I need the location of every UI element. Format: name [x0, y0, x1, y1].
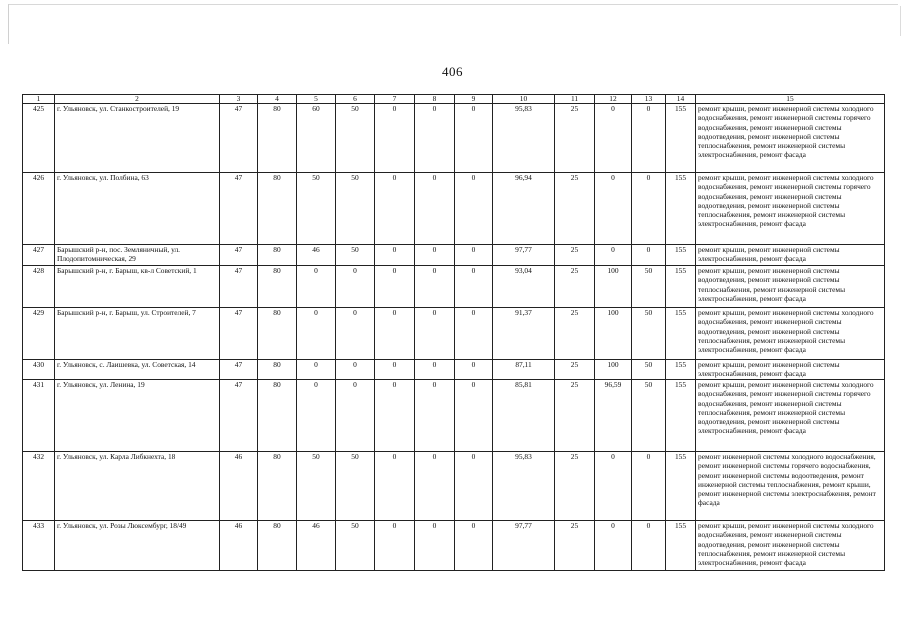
table-row: [23, 452, 885, 521]
col8-cell: 0: [415, 380, 455, 452]
col6-cell: 0: [336, 308, 375, 360]
row-number: 433: [23, 521, 55, 571]
col13-cell: 0: [632, 521, 666, 571]
col3-cell: 47: [220, 308, 258, 360]
col9-cell: 0: [455, 360, 493, 380]
row-number: 429: [23, 308, 55, 360]
column-number-10: 10: [493, 95, 555, 104]
col4-cell: 80: [258, 173, 297, 245]
table-row: [23, 380, 885, 452]
column-number-1: 1: [23, 95, 55, 104]
row-number: 431: [23, 380, 55, 452]
col3-cell: 47: [220, 104, 258, 173]
col9-cell: 0: [455, 245, 493, 266]
works-cell: ремонт крыши, ремонт инженерной системы водоотведения, ремонт инженерной системы теплоснабжения, ремонт инженерной системы электроснабжения, ремонт фасада: [696, 266, 885, 308]
table-row: [23, 173, 885, 245]
address-cell: г. Ульяновск, ул. Карла Либкнехта, 18: [55, 452, 220, 521]
col10-cell: 93,04: [493, 266, 555, 308]
scan-border-top: [8, 4, 898, 5]
col8-cell: 0: [415, 245, 455, 266]
col5-cell: 0: [297, 380, 336, 452]
col14-cell: 155: [666, 245, 696, 266]
col5-cell: 0: [297, 308, 336, 360]
col7-cell: 0: [375, 245, 415, 266]
col5-cell: 50: [297, 452, 336, 521]
col10-cell: 97,77: [493, 521, 555, 571]
col5-cell: 0: [297, 266, 336, 308]
col12-cell: 100: [595, 266, 632, 308]
col6-cell: 50: [336, 245, 375, 266]
address-cell: г. Ульяновск, ул. Станкостроителей, 19: [55, 104, 220, 173]
works-cell: ремонт крыши, ремонт инженерной системы холодного водоснабжения, ремонт инженерной системы горячего водоснабжения, ремонт инженерной системы водоотведения, ремонт инженерной системы теплоснабжения, ремонт инженерной системы электроснабжения, ремонт фасада: [696, 104, 885, 173]
row-number: 425: [23, 104, 55, 173]
works-cell: ремонт крыши, ремонт инженерной системы холодного водоснабжения, ремонт инженерной системы горячего водоснабжения, ремонт инженерной системы водоотведения, ремонт инженерной системы теплоснабжения, ремонт инженерной системы электроснабжения, ремонт фасада: [696, 173, 885, 245]
col14-cell: 155: [666, 521, 696, 571]
col7-cell: 0: [375, 173, 415, 245]
table-body: [23, 104, 885, 571]
table-row: [23, 266, 885, 308]
col4-cell: 80: [258, 452, 297, 521]
col7-cell: 0: [375, 360, 415, 380]
works-cell: ремонт инженерной системы холодного водоснабжения, ремонт инженерной системы горячего водоснабжения, ремонт инженерной системы водоотведения, ремонт инженерной системы теплоснабжения, ремонт крыши, ремонт инженерной системы электроснабжения, ремонт фасада: [696, 452, 885, 521]
col9-cell: 0: [455, 266, 493, 308]
table-row: [23, 245, 885, 266]
table-row: [23, 308, 885, 360]
col11-cell: 25: [555, 308, 595, 360]
col6-cell: 0: [336, 266, 375, 308]
col8-cell: 0: [415, 452, 455, 521]
col10-cell: 91,37: [493, 308, 555, 360]
works-cell: ремонт крыши, ремонт инженерной системы электроснабжения, ремонт фасада: [696, 245, 885, 266]
col6-cell: 50: [336, 521, 375, 571]
col11-cell: 25: [555, 521, 595, 571]
scan-border-left: [8, 4, 9, 44]
col9-cell: 0: [455, 521, 493, 571]
col3-cell: 46: [220, 521, 258, 571]
column-number-6: 6: [336, 95, 375, 104]
col14-cell: 155: [666, 173, 696, 245]
col4-cell: 80: [258, 360, 297, 380]
col7-cell: 0: [375, 521, 415, 571]
col5-cell: 46: [297, 521, 336, 571]
col14-cell: 155: [666, 380, 696, 452]
col3-cell: 47: [220, 245, 258, 266]
col11-cell: 25: [555, 104, 595, 173]
scan-border-right: [900, 6, 901, 36]
col9-cell: 0: [455, 308, 493, 360]
address-cell: г. Ульяновск, с. Лаишевка, ул. Советская, 14: [55, 360, 220, 380]
col3-cell: 46: [220, 452, 258, 521]
col8-cell: 0: [415, 521, 455, 571]
col5-cell: 0: [297, 360, 336, 380]
col5-cell: 46: [297, 245, 336, 266]
row-number: 428: [23, 266, 55, 308]
address-cell: Барышский р-н, г. Барыш, кв-л Советский, 1: [55, 266, 220, 308]
col14-cell: 155: [666, 308, 696, 360]
col8-cell: 0: [415, 173, 455, 245]
col4-cell: 80: [258, 266, 297, 308]
column-number-5: 5: [297, 95, 336, 104]
col14-cell: 155: [666, 360, 696, 380]
col7-cell: 0: [375, 380, 415, 452]
col9-cell: 0: [455, 380, 493, 452]
col7-cell: 0: [375, 308, 415, 360]
col4-cell: 80: [258, 245, 297, 266]
col13-cell: 50: [632, 360, 666, 380]
table-row: [23, 360, 885, 380]
row-number: 430: [23, 360, 55, 380]
col11-cell: 25: [555, 266, 595, 308]
col8-cell: 0: [415, 360, 455, 380]
col4-cell: 80: [258, 104, 297, 173]
works-cell: ремонт крыши, ремонт инженерной системы холодного водоснабжения, ремонт инженерной системы горячего водоснабжения, ремонт инженерной системы теплоснабжения, ремонт инженерной системы водоотведения, ремонт инженерной системы электроснабжения, ремонт фасада: [696, 380, 885, 452]
works-cell: ремонт крыши, ремонт инженерной системы холодного водоснабжения, ремонт инженерной системы водоотведения, ремонт инженерной системы теплоснабжения, ремонт инженерной системы электроснабжения, ремонт фасада: [696, 521, 885, 571]
repair-program-table: [22, 94, 885, 571]
col10-cell: 85,81: [493, 380, 555, 452]
address-cell: г. Ульяновск, ул. Розы Люксембург, 18/49: [55, 521, 220, 571]
col4-cell: 80: [258, 308, 297, 360]
column-number-15: 15: [696, 95, 885, 104]
column-number-7: 7: [375, 95, 415, 104]
column-number-14: 14: [666, 95, 696, 104]
col13-cell: 50: [632, 380, 666, 452]
address-cell: г. Ульяновск, ул. Ленина, 19: [55, 380, 220, 452]
col14-cell: 155: [666, 266, 696, 308]
col13-cell: 0: [632, 245, 666, 266]
col13-cell: 50: [632, 308, 666, 360]
col6-cell: 50: [336, 452, 375, 521]
address-cell: г. Ульяновск, ул. Полбина, 63: [55, 173, 220, 245]
col13-cell: 0: [632, 452, 666, 521]
col11-cell: 25: [555, 380, 595, 452]
col12-cell: 0: [595, 521, 632, 571]
col12-cell: 0: [595, 173, 632, 245]
col14-cell: 155: [666, 104, 696, 173]
col9-cell: 0: [455, 173, 493, 245]
col8-cell: 0: [415, 308, 455, 360]
col8-cell: 0: [415, 104, 455, 173]
col10-cell: 97,77: [493, 245, 555, 266]
col12-cell: 0: [595, 452, 632, 521]
col4-cell: 80: [258, 380, 297, 452]
col11-cell: 25: [555, 452, 595, 521]
column-number-13: 13: [632, 95, 666, 104]
column-number-2: 2: [55, 95, 220, 104]
col12-cell: 96,59: [595, 380, 632, 452]
column-number-11: 11: [555, 95, 595, 104]
row-number: 427: [23, 245, 55, 266]
page-number: 406: [442, 64, 463, 79]
col8-cell: 0: [415, 266, 455, 308]
col13-cell: 50: [632, 266, 666, 308]
col12-cell: 100: [595, 308, 632, 360]
col10-cell: 95,83: [493, 452, 555, 521]
row-number: 426: [23, 173, 55, 245]
col11-cell: 25: [555, 360, 595, 380]
col3-cell: 47: [220, 360, 258, 380]
col10-cell: 87,11: [493, 360, 555, 380]
column-number-12: 12: [595, 95, 632, 104]
col5-cell: 60: [297, 104, 336, 173]
col3-cell: 47: [220, 266, 258, 308]
col3-cell: 47: [220, 380, 258, 452]
works-cell: ремонт крыши, ремонт инженерной системы холодного водоснабжения, ремонт инженерной системы водоотведения, ремонт инженерной системы теплоснабжения, ремонт инженерной системы электроснабжения, ремонт фасада: [696, 308, 885, 360]
column-number-3: 3: [220, 95, 258, 104]
col3-cell: 47: [220, 173, 258, 245]
col12-cell: 100: [595, 360, 632, 380]
col12-cell: 0: [595, 245, 632, 266]
col6-cell: 50: [336, 173, 375, 245]
address-cell: Барышский р-н, г. Барыш, ул. Строителей, 7: [55, 308, 220, 360]
col10-cell: 96,94: [493, 173, 555, 245]
col11-cell: 25: [555, 245, 595, 266]
col7-cell: 0: [375, 104, 415, 173]
col6-cell: 50: [336, 104, 375, 173]
col6-cell: 0: [336, 380, 375, 452]
works-cell: ремонт крыши, ремонт инженерной системы электроснабжения, ремонт фасада: [696, 360, 885, 380]
col10-cell: 95,83: [493, 104, 555, 173]
table-row: [23, 104, 885, 173]
col5-cell: 50: [297, 173, 336, 245]
col13-cell: 0: [632, 104, 666, 173]
col13-cell: 0: [632, 173, 666, 245]
col9-cell: 0: [455, 452, 493, 521]
row-number: 432: [23, 452, 55, 521]
column-number-4: 4: [258, 95, 297, 104]
address-cell: Барышский р-н, пос. Земляничный, ул. Плодопитомническая, 29: [55, 245, 220, 266]
column-number-9: 9: [455, 95, 493, 104]
col14-cell: 155: [666, 452, 696, 521]
col7-cell: 0: [375, 266, 415, 308]
col4-cell: 80: [258, 521, 297, 571]
col11-cell: 25: [555, 173, 595, 245]
col9-cell: 0: [455, 104, 493, 173]
col6-cell: 0: [336, 360, 375, 380]
column-number-8: 8: [415, 95, 455, 104]
column-number-row: [23, 95, 885, 104]
col12-cell: 0: [595, 104, 632, 173]
col7-cell: 0: [375, 452, 415, 521]
table-row: [23, 521, 885, 571]
